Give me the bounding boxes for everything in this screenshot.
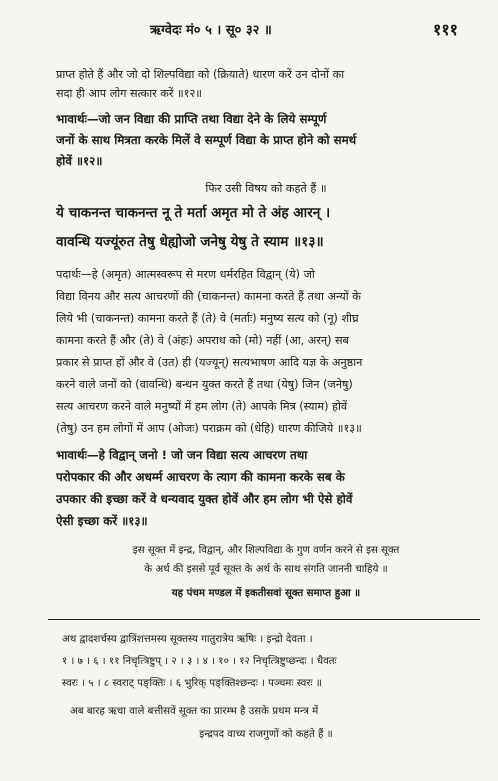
mantra-line: ये चाकनन्त चाकनन्त नू ते मर्ता अमृत मो ते अंह आरन् । (56, 205, 331, 221)
section-intro: फिर उसी विषय को कहते हैं ॥ (205, 182, 327, 195)
bhavartha-line: जनों के साथ मित्रता करके मिलें वे सम्पूर्ण विद्या के प्राप्त होने को समर्थ (56, 133, 357, 147)
padartha-line: करने वाले जनों को (वावन्धि) बन्धन युक्त करते हैं तथा (येषु) जिन (जनेषु) (56, 378, 353, 391)
hymn-meta-line: अथ द्वादशर्चस्य द्वात्रिंशत्तमस्य सूक्तस्य गातुरात्रेय ऋषिः । इन्द्रो देवता । (62, 634, 313, 645)
running-title: ऋग्वेदः मं० ५ । सू० ३२ ॥ (150, 23, 272, 38)
paragraph-line: सदा ही आप लोग सत्कार करें ॥१२॥ (56, 87, 202, 100)
paragraph-line: प्राप्त होते हैं और जो दो शिल्पविद्या को (क्रियाते) धारण करें उन दोनों का (56, 68, 345, 81)
section-divider (48, 619, 480, 620)
page-number: १११ (433, 20, 458, 39)
summary-line: इस सूक्त में इन्द्र, विद्वान्, और शिल्पविद्या के गुण वर्णन करने से इस सूक्त (132, 545, 400, 556)
bhavartha-line: होवें ॥१२॥ (56, 154, 103, 168)
hymn-meta-line: १ । ७ । ६ । ११ निचृत्त्रिष्टुप् । २ । ३ । ४ । १० । १२ निचृत्त्रिष्टुप्छन्दः । धैवतः (62, 656, 337, 667)
closing-line: इन्द्रपद वाच्य राजगुणों को कहते हैं ॥ (199, 729, 333, 740)
padartha-line: विद्या विनय और सत्य आचरणों की (चाकनन्त) कामना करते हैं तथा अन्यों के (56, 290, 361, 303)
closing-line: अब बारह ऋचा वाले बत्तीसवें सूक्त का प्रारम्भ है उसके प्रथम मन्त्र में (70, 706, 319, 717)
bhavartha-line: उपकार की इच्छा करें वे धन्यवाद युक्त होवें और हम लोग भी ऐसे होवें (56, 492, 353, 506)
padartha-line: कामना करते हैं और (ते) वे (अंहः) अपराध को (मो) नहीं (आ, अरन्) सब (56, 334, 349, 347)
padartha-line: पदार्थः—हे (अमृत) आत्मस्वरूप से मरण धर्मरहित विद्वान् (ये) जो (56, 268, 315, 281)
hymn-conclusion: यह पंचम मण्डल में इकतीसवां सूक्त समाप्त हुआ ॥ (171, 588, 361, 599)
hymn-meta-line: स्वरः । ५ । ८ स्वराट् पङ्क्तिः । ६ भुरिक् पङ्क्तिश्छन्दः । पञ्चमः स्वरः ॥ (62, 678, 322, 689)
bhavartha-line: भावार्थः—हे विद्वान् जनो ! जो जन विद्या सत्य आचरण तथा (56, 448, 308, 462)
padartha-line: लिये भी (चाकनन्त) कामना करते हैं (ते) वे (मर्ताः) मनुष्य सत्य को (नू) शीघ्र (56, 312, 359, 325)
padartha-line: (तेषु) उन हम लोगों में आप (ओजः) पराक्रम को (धेहि) धारण कीजिये ॥१३॥ (56, 422, 362, 435)
bhavartha-line: भावार्थः—जो जन विद्या की प्राप्ति तथा विद्या देने के लिये सम्पूर्ण (56, 112, 327, 126)
bhavartha-line: ऐसी इच्छा करें ॥१३॥ (56, 514, 148, 528)
padartha-line: सत्य आचरण करने वाले मनुष्यों में हम लोग (ते) आपके मित्र (स्याम) होवें (56, 400, 348, 413)
summary-line: के अर्थ की इससे पूर्व सूक्त के अर्थ के साथ संगति जाननी चाहिये ॥ (144, 564, 388, 575)
mantra-line: वावन्धि यज्यूंरुत तेषु धेह्योजो जनेषु येषु ते स्याम ॥१३॥ (56, 234, 324, 250)
bhavartha-line: परोपकार की और अधर्म्म आचरण के त्याग की कामना करके सब के (56, 470, 345, 484)
page-header (0, 18, 498, 42)
padartha-line: प्रकार से प्राप्त हों और वे (उत) ही (यज्यून्) सत्यभाषण आदि यज्ञ के अनुष्ठान (56, 356, 363, 369)
